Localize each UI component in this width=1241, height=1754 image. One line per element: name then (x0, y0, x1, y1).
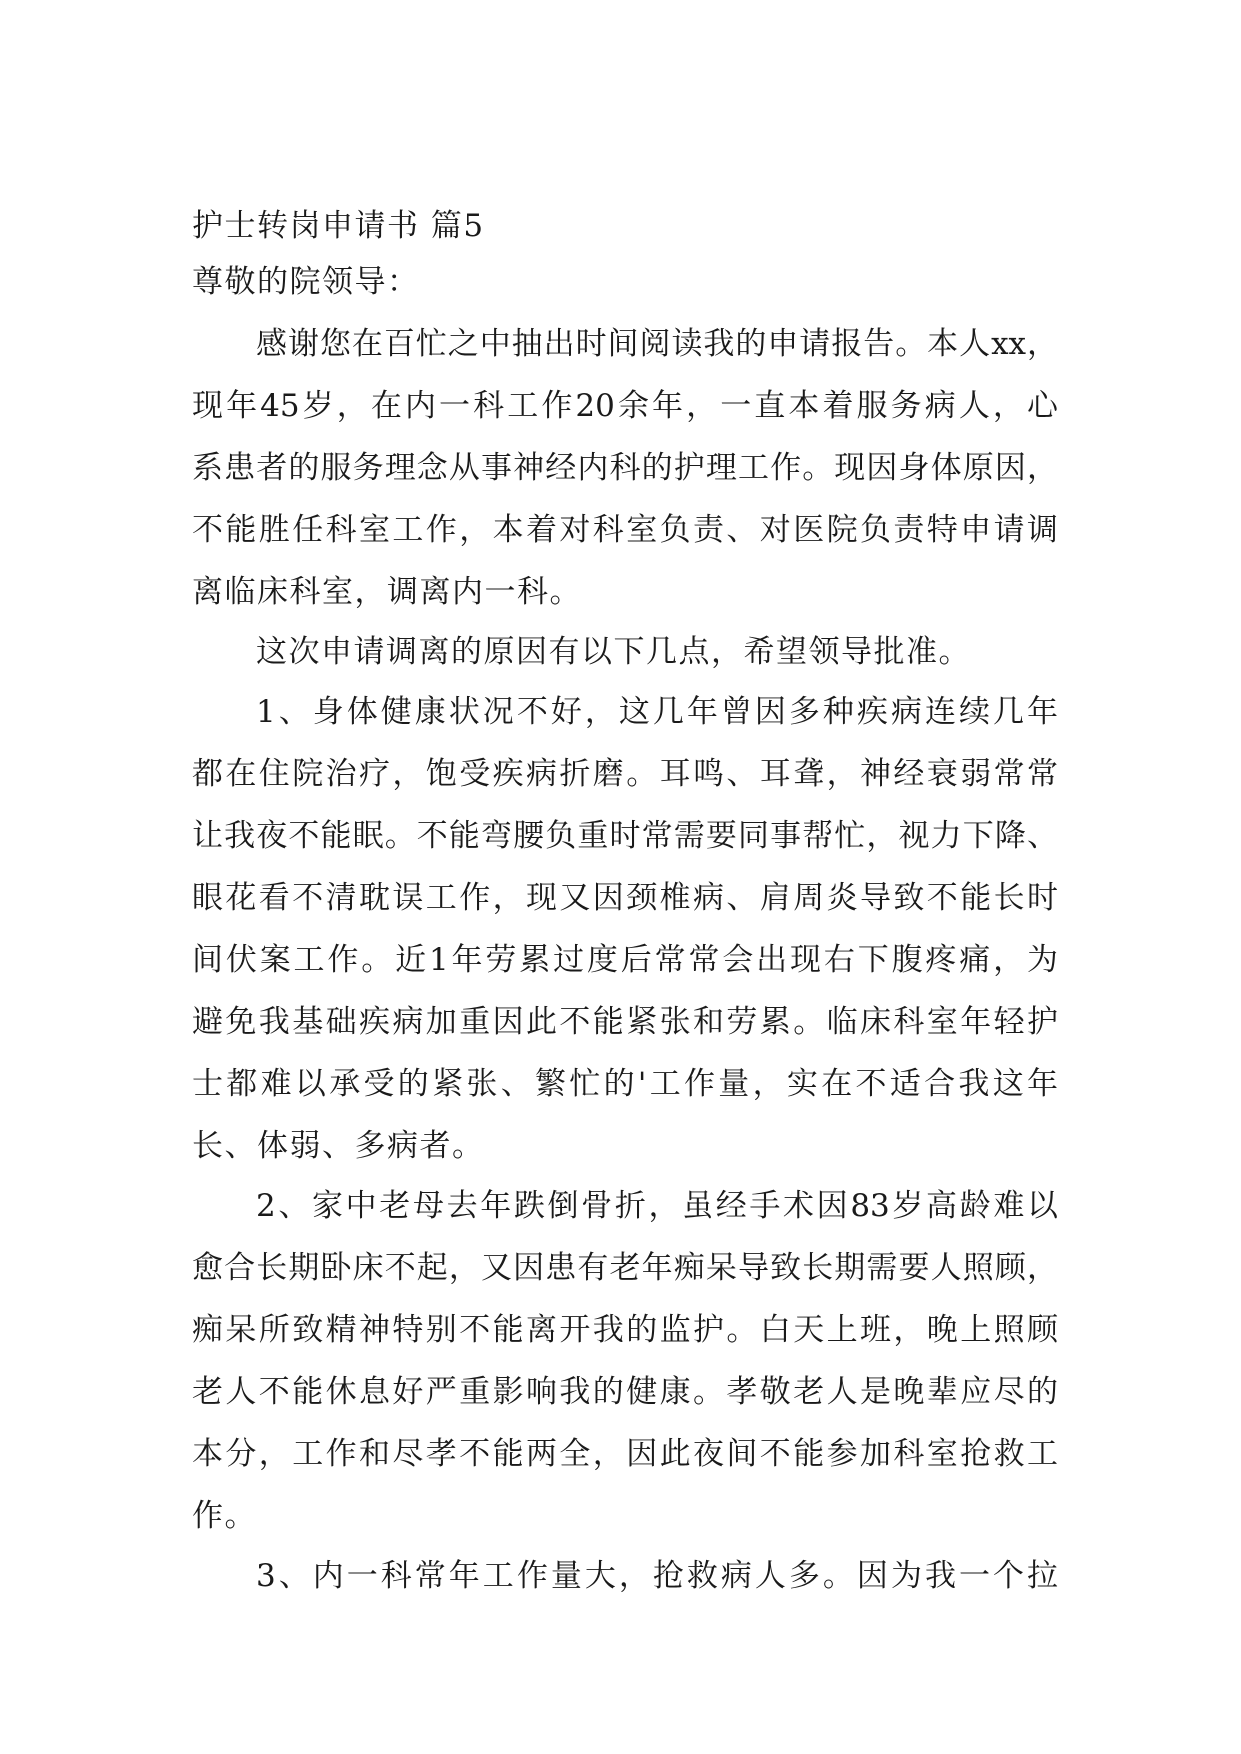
paragraph-2-line-1: 这次申请调离的原因有以下几点，希望领导批准。 (256, 634, 971, 670)
paragraph-3-line-5: 间伏案工作。近1年劳累过度后常常会出现右下腹疼痛，为 (192, 942, 1058, 978)
paragraph-1-line-4: 不能胜任科室工作，本着对科室负责、对医院负责特申请调 (192, 512, 1058, 548)
paragraph-1-line-3: 系患者的服务理念从事神经内科的护理工作。现因身体原因， (192, 450, 1058, 486)
paragraph-4-line-2: 愈合长期卧床不起，又因患有老年痴呆导致长期需要人照顾， (192, 1250, 1058, 1286)
paragraph-3-line-3: 让我夜不能眠。不能弯腰负重时常需要同事帮忙，视力下降、 (192, 818, 1058, 854)
paragraph-3-line-7: 士都难以承受的紧张、繁忙的'工作量，实在不适合我这年 (192, 1066, 1058, 1102)
paragraph-4-line-4: 老人不能休息好严重影响我的健康。孝敬老人是晚辈应尽的 (192, 1374, 1058, 1410)
paragraph-1-line-2: 现年45岁，在内一科工作20余年，一直本着服务病人，心 (192, 388, 1058, 424)
document-title: 护士转岗申请书 篇5 (192, 208, 485, 244)
paragraph-3-line-6: 避免我基础疾病加重因此不能紧张和劳累。临床科室年轻护 (192, 1004, 1058, 1040)
salutation: 尊敬的院领导： (192, 264, 420, 300)
paragraph-4-line-6: 作。 (192, 1498, 257, 1534)
paragraph-3-line-4: 眼花看不清耽误工作，现又因颈椎病、肩周炎导致不能长时 (192, 880, 1058, 916)
paragraph-4-line-3: 痴呆所致精神特别不能离开我的监护。白天上班，晚上照顾 (192, 1312, 1058, 1348)
paragraph-1-line-5: 离临床科室，调离内一科。 (192, 574, 582, 610)
paragraph-1-line-1: 感谢您在百忙之中抽出时间阅读我的申请报告。本人xx， (256, 326, 1058, 362)
paragraph-3-line-8: 长、体弱、多病者。 (192, 1128, 485, 1164)
paragraph-3-line-2: 都在住院治疗，饱受疾病折磨。耳鸣、耳聋，神经衰弱常常 (192, 756, 1058, 792)
paragraph-3-line-1: 1、身体健康状况不好，这几年曾因多种疾病连续几年 (256, 694, 1058, 730)
paragraph-4-line-1: 2、家中老母去年跌倒骨折，虽经手术因83岁高龄难以 (256, 1188, 1058, 1224)
paragraph-5-line-1: 3、内一科常年工作量大，抢救病人多。因为我一个拉 (256, 1558, 1058, 1594)
paragraph-4-line-5: 本分，工作和尽孝不能两全，因此夜间不能参加科室抢救工 (192, 1436, 1058, 1472)
